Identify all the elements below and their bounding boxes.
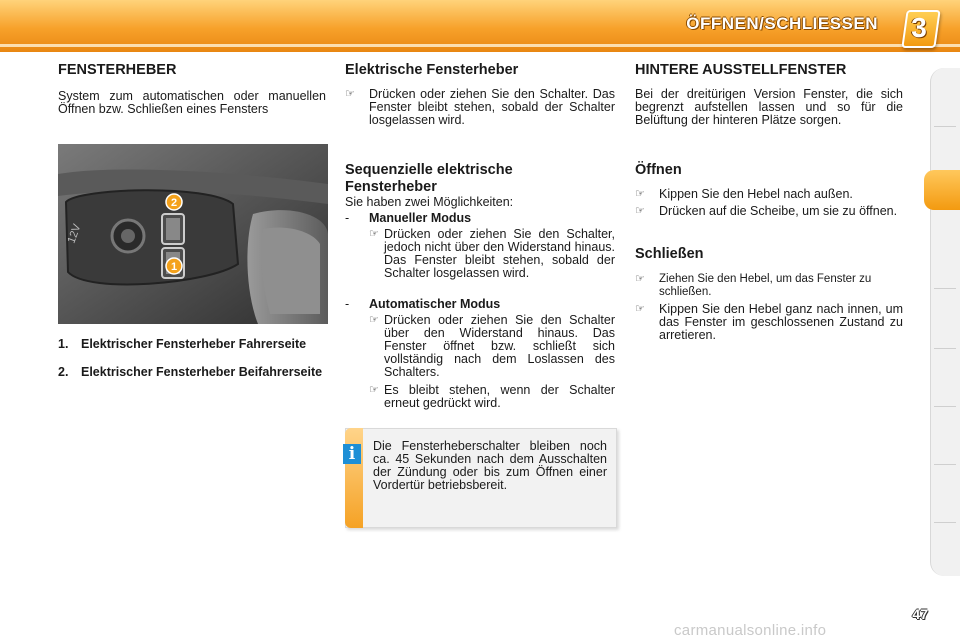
- header-divider: [0, 44, 960, 47]
- mode-heading-manual: Manueller Modus: [369, 211, 472, 225]
- dash-marker: -: [345, 297, 350, 311]
- pointing-hand-icon: ☞: [635, 205, 645, 217]
- info-note-text: Die Fensterheberschalter bleiben noch ca. 45 Sekunden nach dem Ausschalten der Zündung oder bis zum Öffnen einer Vordertür betriebsbereit.: [373, 439, 607, 492]
- legend-number: 2.: [58, 365, 69, 379]
- mode-heading-auto: Automatischer Modus: [369, 297, 501, 311]
- legend-text: Elektrischer Fensterheber Fahrerseite: [81, 337, 307, 351]
- bullet-item: [635, 273, 903, 299]
- watermark-text: carmanualsonline.info: [674, 622, 827, 639]
- legend-item-2: [58, 366, 326, 379]
- section-heading-elektrische-fensterheber: Elektrische Fensterheber: [345, 62, 519, 78]
- section-heading-schliessen: Schließen: [635, 246, 704, 262]
- section-heading-oeffnen: Öffnen: [635, 162, 682, 178]
- page-number: 47: [912, 606, 928, 622]
- photo-label-1: 1: [170, 261, 178, 273]
- bullet-text: Kippen Sie den Hebel ganz nach innen, um das Fenster im geschlossenen Zustand zu arretieren.: [659, 302, 903, 342]
- section-heading-hintere-ausstellfenster: HINTERE AUSSTELLFENSTER: [635, 62, 847, 78]
- bullet-text: Drücken oder ziehen Sie den Schalter, jedoch nicht über den Widerstand hinaus. Das Fenster bleibt stehen, sobald der Schalter losgelassen wird.: [384, 227, 615, 280]
- bullet-item: [345, 88, 615, 127]
- pointing-hand-icon: ☞: [635, 188, 645, 200]
- legend-item-1: [58, 338, 326, 351]
- section-heading-sequenzielle: Sequenzielle elektrische Fensterheber: [345, 162, 513, 195]
- bullet-item: [369, 228, 615, 280]
- tab-divider: [934, 406, 956, 407]
- bullet-item: [369, 384, 615, 410]
- bullet-text: Kippen Sie den Hebel nach außen.: [659, 187, 853, 201]
- photo-label-12v: 12V: [65, 222, 84, 246]
- tab-divider: [934, 288, 956, 289]
- fensterheber-intro: System zum automatischen oder manuellen Öffnen bzw. Schließen eines Fensters: [58, 89, 326, 116]
- tab-divider: [934, 522, 956, 523]
- pointing-hand-icon: ☞: [369, 384, 379, 396]
- ausstellfenster-intro: Bei der dreitürigen Version Fenster, die sich begrenzt aufstellen lassen und so für die Belüftung der hinteren Plätze sorgen.: [635, 87, 903, 127]
- chapter-tab-strip: [930, 68, 960, 576]
- photo-label-2: 2: [170, 197, 178, 209]
- tab-divider: [934, 464, 956, 465]
- pointing-hand-icon: ☞: [345, 88, 355, 100]
- bullet-item: [635, 303, 903, 342]
- tab-divider: [934, 348, 956, 349]
- dash-marker: -: [345, 211, 350, 225]
- info-icon: i: [343, 444, 361, 464]
- bullet-text: Drücken auf die Scheibe, um sie zu öffnen.: [659, 204, 898, 218]
- window-switch-photo: [58, 144, 328, 324]
- section-heading-fensterheber: FENSTERHEBER: [58, 62, 177, 78]
- bullet-item: [369, 314, 615, 379]
- sequenzielle-intro: Sie haben zwei Möglichkeiten:: [345, 195, 514, 209]
- page-title: ÖFFNEN/SCHLIESSEN: [686, 14, 878, 33]
- pointing-hand-icon: ☞: [635, 273, 645, 285]
- chapter-tab-active[interactable]: [924, 170, 960, 210]
- door-panel-illustration: [58, 144, 328, 324]
- bullet-item: [635, 188, 903, 201]
- bullet-text: Es bleibt stehen, wenn der Schalter erneut gedrückt wird.: [384, 383, 615, 410]
- bullet-text: Drücken oder ziehen Sie den Schalter. Das Fenster bleibt stehen, sobald der Schalter losgelassen wird.: [369, 87, 615, 127]
- bullet-text: Ziehen Sie den Hebel, um das Fenster zu schließen.: [659, 273, 872, 298]
- bullet-text: Drücken oder ziehen Sie den Schalter über den Widerstand hinaus. Das Fenster öffnet bzw. schließt sich vollständig nach dem Loslassen des Schalters.: [384, 313, 615, 379]
- pointing-hand-icon: ☞: [369, 228, 379, 240]
- chapter-number: 3: [911, 12, 927, 43]
- tab-divider: [934, 126, 956, 127]
- bullet-item: [635, 205, 903, 218]
- info-note-accent: [345, 428, 363, 528]
- legend-number: 1.: [58, 337, 69, 351]
- legend-text: Elektrischer Fensterheber Beifahrerseite: [81, 365, 323, 379]
- pointing-hand-icon: ☞: [369, 314, 379, 326]
- pointing-hand-icon: ☞: [635, 303, 645, 315]
